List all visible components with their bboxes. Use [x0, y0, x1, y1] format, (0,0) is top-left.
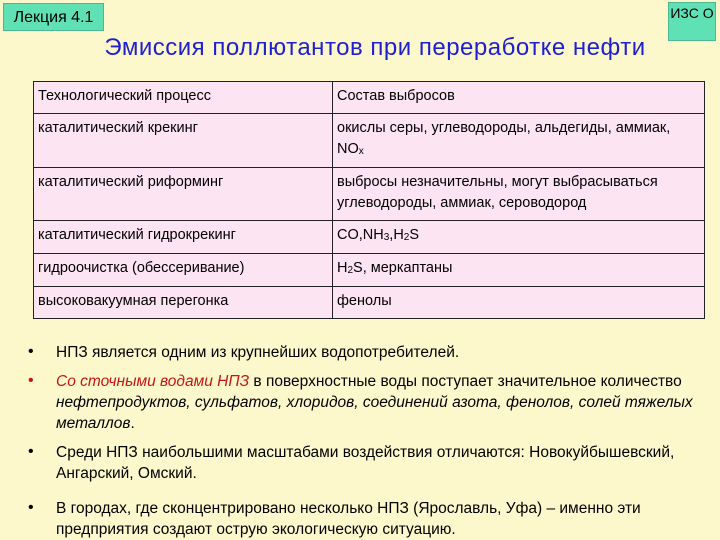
process-cell: каталитический крекинг — [34, 114, 333, 168]
lecture-badge: Лекция 4.1 — [3, 3, 104, 31]
table-row — [34, 254, 705, 287]
process-cell: каталитический риформинг — [34, 168, 333, 221]
bullet-text: в поверхностные воды поступает значительное количество — [249, 373, 682, 390]
emissions-cell: фенолы — [333, 287, 705, 319]
bullet-dot: • — [28, 372, 34, 389]
bullet-dot: • — [28, 343, 34, 360]
bullet-highlight: Со сточными водами НПЗ — [56, 373, 250, 390]
bullet-italic: нефтепродуктов, сульфатов, хлоридов, соединений азота, фенолов, солей тяжелых металлов — [56, 394, 693, 432]
bullet-dot: • — [28, 443, 34, 460]
emissions-cell: выбросы незначительны, могут выбрасываться углеводороды, аммиак, сероводород — [333, 168, 705, 221]
emissions-cell: $H_2S$, меркаптаны — [333, 254, 705, 287]
header-emissions: Состав выбросов — [333, 82, 705, 114]
org-badge: ИЗС О — [668, 2, 716, 41]
table-row — [34, 168, 705, 221]
bullet-text: В городах, где сконцентрировано несколько НПЗ (Ярославль, Уфа) – именно эти предприятия создают острую экологическую ситуацию. — [56, 500, 641, 538]
table-header-row — [34, 82, 705, 114]
emissions-cell: $CO,NH_3,H_2S$ — [333, 221, 705, 254]
bullet-list — [28, 342, 708, 540]
bullet-text: . — [130, 415, 135, 432]
bullet-item — [28, 498, 708, 540]
bullet-text: НПЗ является одним из крупнейших водопотребителей. — [56, 344, 460, 361]
bullet-item — [28, 371, 708, 434]
bullet-dot: • — [28, 499, 34, 516]
bullet-item — [28, 342, 708, 363]
table-row — [34, 221, 705, 254]
slide-title: Эмиссия поллютантов при переработке нефти — [104, 34, 646, 61]
process-cell: высоковакуумная перегонка — [34, 287, 333, 319]
table-row — [34, 114, 705, 168]
table-row — [34, 287, 705, 319]
process-cell: гидроочистка (обессеривание) — [34, 254, 333, 287]
bullet-item — [28, 442, 708, 484]
emissions-cell: окислы серы, углеводороды, альдегиды, аммиак, $NO_x$ — [333, 114, 705, 168]
process-cell: каталитический гидрокрекинг — [34, 221, 333, 254]
header-process: Технологический процесс — [34, 82, 333, 114]
emissions-table — [33, 81, 705, 319]
bullet-text: Среди НПЗ наибольшими масштабами воздействия отличаются: Новокуйбышевский, Ангарский, Омский. — [56, 444, 675, 482]
